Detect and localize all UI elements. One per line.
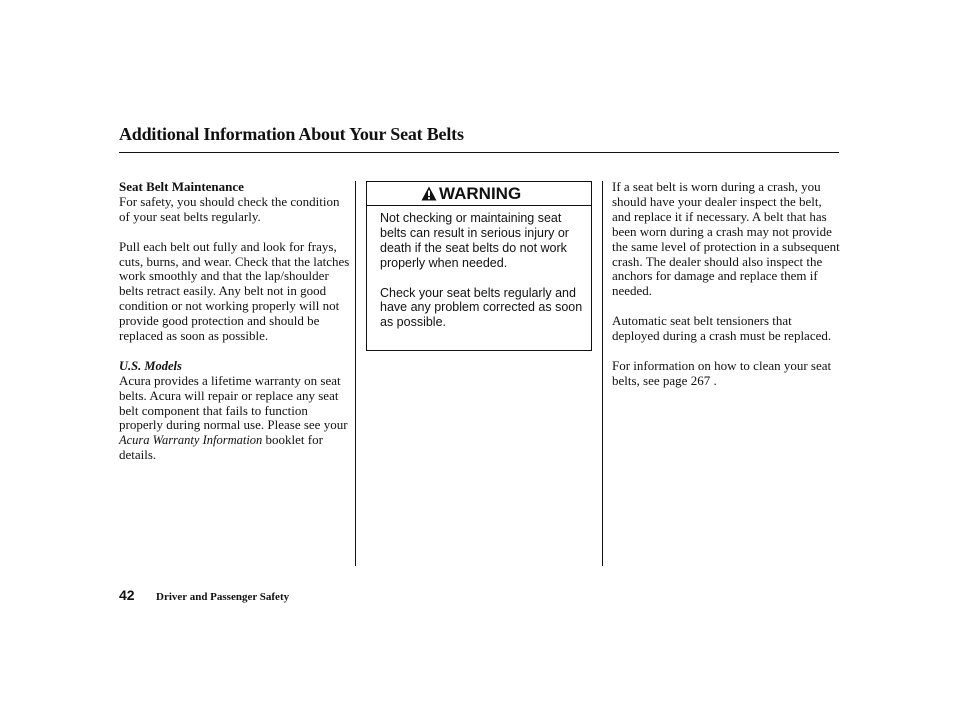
- column-divider-left: [355, 181, 356, 566]
- us-models-heading: U.S. Models: [119, 358, 182, 373]
- left-column: [119, 180, 351, 478]
- warning-body: [367, 206, 591, 330]
- column-divider-right: [602, 181, 603, 566]
- maintenance-paragraph-1: For safety, you should check the condition of your seat belts regularly.: [119, 193, 340, 224]
- maintenance-paragraph-2: Pull each belt out fully and look for frays, cuts, burns, and wear. Check that the latches work smoothly and that the lap/shoulder belts retract easily. Any belt not in good condition or not working properly will not provide good protection and should be replaced as soon as possible.: [119, 238, 350, 344]
- cleaning-reference-paragraph: For information on how to clean your seat belts, see page 267 .: [612, 357, 832, 388]
- title-divider: [119, 152, 839, 153]
- crash-inspection-paragraph: If a seat belt is worn during a crash, you should have your dealer inspect the belt, and replace it if necessary. A belt that has been worn during a crash may not provide the same level of protection in a subsequent crash. The dealer should also inspect the anchors for damage and replace them if needed.: [612, 179, 840, 299]
- warranty-text-start: Acura provides a lifetime warranty on seat belts. Acura will repair or replace any seat belt component that fails to function properly during normal use. Please see your: [119, 372, 348, 433]
- warning-header: [367, 182, 591, 206]
- warranty-text-end: booklet for details.: [119, 432, 323, 463]
- warning-box: [366, 181, 592, 351]
- right-column: [612, 180, 842, 404]
- warning-paragraph-1: Not checking or maintaining seat belts can result in serious injury or death if the seat belts do not work properly when needed.: [380, 211, 569, 270]
- page-number: 42: [119, 587, 135, 603]
- warning-triangle-icon: [421, 186, 437, 201]
- page-title: Additional Information About Your Seat Belts: [119, 124, 464, 144]
- tensioners-paragraph: Automatic seat belt tensioners that deployed during a crash must be replaced.: [612, 313, 832, 344]
- section-name: Driver and Passenger Safety: [156, 591, 290, 603]
- warning-label: WARNING: [439, 183, 522, 203]
- warning-paragraph-2: Check your seat belts regularly and have any problem corrected as soon as possible.: [380, 285, 583, 330]
- maintenance-heading: Seat Belt Maintenance: [119, 179, 244, 194]
- warranty-booklet-title: Acura Warranty Information: [119, 433, 263, 448]
- warranty-paragraph: [119, 374, 351, 463]
